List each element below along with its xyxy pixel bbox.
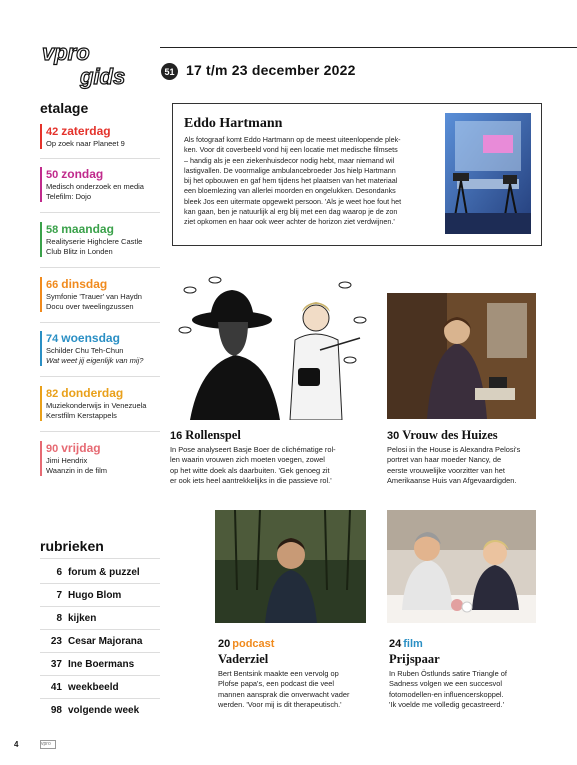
page-number: 58 xyxy=(46,224,59,236)
article-title-text: Rollenspel xyxy=(185,428,241,442)
article-line: fotomodellen-en influencerskoppel. xyxy=(389,689,504,699)
podcast-kicker xyxy=(218,638,274,650)
page-number: 74 xyxy=(46,333,59,345)
article-line: In Ruben Östlunds satire Triangle of xyxy=(389,669,507,678)
article-line: Plofse papa's, een podcast die veel xyxy=(218,679,335,689)
article-line: werden. 'Voor mij is dit therapeutisch.' xyxy=(218,700,342,710)
rubriek-number: 23 xyxy=(50,636,62,647)
film-kicker xyxy=(389,638,423,650)
page-number: 66 xyxy=(46,279,59,291)
divider xyxy=(40,431,160,432)
divider xyxy=(40,675,160,676)
logo-line-2: gids xyxy=(80,64,126,89)
divider xyxy=(40,322,160,323)
divider xyxy=(40,267,160,268)
article-page-number: 30 xyxy=(387,430,400,442)
rubriek-number: 7 xyxy=(56,590,62,601)
article-line: 'Ik voelde me volledig gecastreerd.' xyxy=(389,700,504,710)
feature-line: ken. Voor dit coverbeeld vond hij een locatie met medische filmsets xyxy=(184,145,398,155)
feature-line: bij het opbouwen en gaf hem tijdens het plaatsen van het materiaal xyxy=(184,176,398,186)
day-name: zaterdag xyxy=(61,124,111,138)
day-name: maandag xyxy=(61,222,114,236)
vpro-gids-logo xyxy=(40,40,155,90)
rubriek-number: 6 xyxy=(56,567,62,578)
day-line: Wat weet jij eigenlijk van mij? xyxy=(46,356,144,365)
logo-line-1: vpro xyxy=(42,40,90,65)
rubriek-label: weekbeeld xyxy=(68,682,119,693)
feature-line: – handig als je een ziekenhuisdecor nodig hebt, maar niemand wil xyxy=(184,155,395,165)
feature-title: Eddo Hartmann xyxy=(184,116,283,131)
rubriek-item[interactable] xyxy=(40,612,160,625)
day-line: Op zoek naar Planeet 9 xyxy=(46,139,125,148)
etalage-heading: etalage xyxy=(40,100,89,116)
article-title-text: Vrouw des Huizes xyxy=(402,428,498,442)
page-number: 90 xyxy=(46,443,59,455)
day-maandag[interactable] xyxy=(40,222,166,257)
day-line: Kerstfilm Kerstappels xyxy=(46,411,117,420)
day-name: dinsdag xyxy=(61,277,108,291)
page-number: 42 xyxy=(46,126,59,138)
issue-number-badge: 51 xyxy=(161,63,178,80)
day-name: zondag xyxy=(61,167,104,181)
day-donderdag[interactable] xyxy=(40,386,166,421)
rubriek-label: Cesar Majorana xyxy=(68,636,143,647)
day-name: vrijdag xyxy=(61,441,101,455)
feature-line: kan gaan, ben je natuurlijk al erg blij met een dag waarop je de zon xyxy=(184,207,398,217)
day-zaterdag[interactable] xyxy=(40,124,166,149)
header-rule xyxy=(160,47,577,48)
rubriek-item[interactable] xyxy=(40,704,160,717)
article-line: Pelosi in the House is Alexandra Pelosi's xyxy=(387,445,521,454)
day-line: Jimi Hendrix xyxy=(46,456,88,465)
day-line: Waanzin in de film xyxy=(46,466,107,475)
article-line: Sadness volgen we een succesvol xyxy=(389,679,502,689)
day-vrijdag[interactable] xyxy=(40,441,166,476)
article-line: len waarin vrouwen zich moeten voegen, zowel xyxy=(170,455,325,465)
prijspaar-title[interactable]: Prijspaar xyxy=(389,652,440,666)
podcast-photo[interactable] xyxy=(215,510,366,623)
article-line: portret van haar moeder Nancy, de xyxy=(387,455,502,465)
divider xyxy=(40,212,160,213)
rollenspel-body xyxy=(170,445,370,487)
day-line: Schilder Chu Teh-Chun xyxy=(46,346,124,355)
rollenspel-title[interactable] xyxy=(170,428,241,443)
footer-logo: vpro xyxy=(40,740,56,749)
divider xyxy=(40,629,160,630)
article-line: Amerikaanse Huis van Afgevaardigden. xyxy=(387,476,517,486)
rubriek-number: 98 xyxy=(50,705,62,716)
article-line: eerste vrouwelijke voorzitter van het xyxy=(387,465,505,475)
page-number: 4 xyxy=(14,740,19,749)
day-name: donderdag xyxy=(61,386,124,400)
cover-photo[interactable] xyxy=(445,113,531,234)
divider xyxy=(40,558,160,559)
vaderziel-body xyxy=(218,669,378,711)
article-page-number: 24 xyxy=(389,638,402,650)
rubriek-label: volgende week xyxy=(68,705,140,716)
rubriek-item[interactable] xyxy=(40,589,160,602)
day-line: Medisch onderzoek en media xyxy=(46,182,144,191)
page-number: 82 xyxy=(46,388,59,400)
day-line: Docu over tweelingzussen xyxy=(46,302,134,311)
article-line: mannen aansprak die onverwacht vader xyxy=(218,689,350,699)
article-line: op het witte doek als daarbuiten. 'Gek genoeg zit xyxy=(170,465,330,475)
issue-dates: 17 t/m 23 december 2022 xyxy=(186,62,356,78)
rubriek-label: Ine Boermans xyxy=(68,659,135,670)
feature-line: lastigvallen. De voormalige ambulancebroeder Jos hielp Hartmann xyxy=(184,165,396,175)
feature-line: ziet opkomen en haar ook weer achter de horizon ziet verdwijnen.' xyxy=(184,217,395,227)
divider xyxy=(40,376,160,377)
day-zondag[interactable] xyxy=(40,167,166,202)
pelosi-photo[interactable] xyxy=(387,293,536,419)
article-line: Bert Bentsink maakte een vervolg op xyxy=(218,669,339,678)
rubriek-number: 37 xyxy=(50,659,62,670)
rubriek-item[interactable] xyxy=(40,658,160,671)
rubriek-number: 8 xyxy=(56,613,62,624)
kicker-label: podcast xyxy=(232,638,275,650)
day-line: Symfonie 'Trauer' van Haydn xyxy=(46,292,142,301)
article-page-number: 20 xyxy=(218,638,231,650)
film-photo[interactable] xyxy=(387,510,536,623)
rubriek-item[interactable] xyxy=(40,566,160,579)
rubriek-item[interactable] xyxy=(40,681,160,694)
day-dinsdag[interactable] xyxy=(40,277,166,312)
prijspaar-body xyxy=(389,669,549,711)
vaderziel-title[interactable]: Vaderziel xyxy=(218,652,269,666)
page-number: 50 xyxy=(46,169,59,181)
divider xyxy=(40,583,160,584)
feature-body xyxy=(184,135,440,228)
article-line: er ook iets heel aantrekkelijks in die passieve rol.' xyxy=(170,476,332,486)
rollenspel-illustration[interactable] xyxy=(170,260,375,420)
article-page-number: 16 xyxy=(170,430,183,442)
vrouw-des-huizes-title[interactable] xyxy=(387,428,498,443)
day-line: Telefilm: Dojo xyxy=(46,192,92,201)
divider xyxy=(40,698,160,699)
rubrieken-heading: rubrieken xyxy=(40,538,104,554)
rubriek-label: Hugo Blom xyxy=(68,590,122,601)
divider xyxy=(40,652,160,653)
day-woensdag[interactable] xyxy=(40,331,166,366)
vrouw-des-huizes-body xyxy=(387,445,547,487)
feature-line: Als fotograaf komt Eddo Hartmann op de meest uiteenlopende plek- xyxy=(184,135,401,144)
kicker-label: film xyxy=(403,638,423,650)
divider xyxy=(40,606,160,607)
rubriek-number: 41 xyxy=(50,682,62,693)
day-line: Realityserie Highclere Castle xyxy=(46,237,143,246)
rubriek-label: forum & puzzel xyxy=(68,567,140,578)
feature-line: bleek Jos een uitermate opgewekt persoon. 'Als je weet hoe fout het xyxy=(184,196,402,206)
divider xyxy=(40,158,160,159)
article-line: In Pose analyseert Basje Boer de clichématige rol- xyxy=(170,445,336,454)
rubriek-label: kijken xyxy=(68,613,97,624)
feature-line: een bloemlezing van allerlei moorden en ongelukken. Desondanks xyxy=(184,186,396,196)
day-line: Club Blitz in Londen xyxy=(46,247,113,256)
day-name: woensdag xyxy=(61,331,120,345)
rubriek-item[interactable] xyxy=(40,635,160,648)
day-line: Muziekonderwijs in Venezuela xyxy=(46,401,147,410)
